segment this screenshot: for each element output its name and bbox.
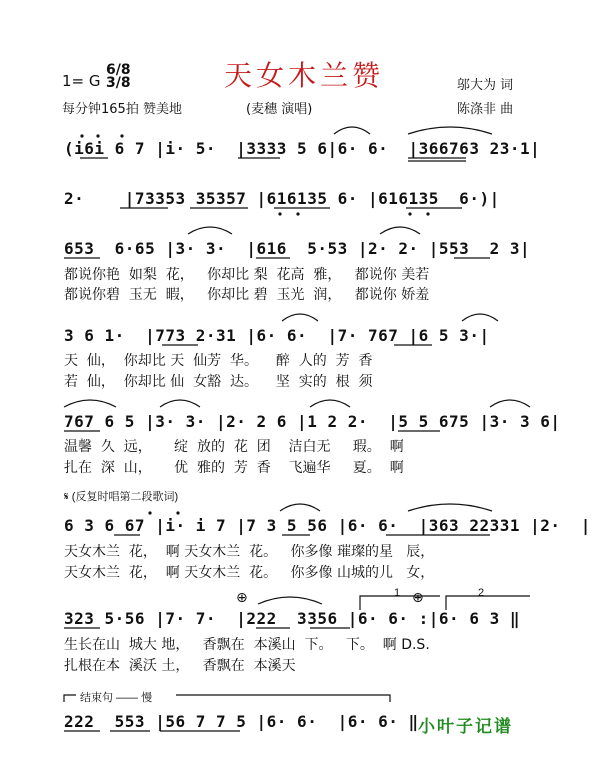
slur-mark: [188, 227, 232, 234]
notation-row-3: 653 6·65 |3· 3· |616 5·53 |2· 2· |553 2 3|: [64, 239, 531, 258]
tempo-marking: 每分钟165拍 赞美地: [62, 102, 182, 117]
key-signature: 1= G: [62, 72, 101, 90]
slur-mark: [462, 314, 498, 321]
lyric-row-5-verse-2: 扎在 深 山， 优 雅的 芳 香 飞遍华 夏。 啊: [64, 460, 404, 476]
segno-icon: 𝄋: [64, 491, 69, 503]
notation-row-6: 6 3 6 67 |i· i 7 |7 3 5 56 |6· 6· |363 22331 |2· |: [64, 516, 591, 535]
slur-mark: [258, 597, 322, 604]
octave-dot: [80, 134, 83, 137]
octave-dot: [120, 134, 123, 137]
octave-dot: [176, 511, 179, 514]
slur-mark: [282, 314, 318, 321]
lyric-row-7-verse-2: 扎根在本 溪沃 土， 香飘在 本溪天: [64, 658, 296, 674]
performer-credit: (麦穗 演唱): [246, 102, 313, 117]
repeat-note: (反复时唱第二段歌词): [71, 491, 179, 503]
coda-icon: ⊕: [236, 589, 248, 605]
transcriber-signature: 小叶子记谱: [418, 717, 513, 737]
slur-mark: [408, 127, 492, 134]
slur-mark: [380, 227, 420, 234]
octave-dot: [426, 212, 429, 215]
notation-row-7: 323 5·56 |7· 7· |222 3356 |6· 6· :|6· 6 3 ‖: [64, 609, 520, 628]
ending-bracket: [64, 695, 390, 702]
notation-row-1: (i6i 6 7 |i· 5· |3333 5 6|6· 6· |366763 23·1|: [64, 139, 541, 158]
notation-row-4: 3 6 1· |773 2·31 |6· 6· |7· 767 |6 5 3·|: [64, 326, 490, 345]
slur-mark: [408, 504, 492, 511]
notation-row-2: 2· |73353 35357 |616135 6· |616135 6·)|: [64, 189, 500, 208]
ending-label: 结束句 —— 慢: [80, 692, 153, 704]
volta-bracket: [446, 596, 530, 610]
lyric-row-3-verse-2: 都说你碧 玉无 暇， 你却比 碧 玉光 润， 都说你 娇羞: [64, 287, 430, 303]
octave-dot: [148, 511, 151, 514]
volta-1-label: 1: [394, 587, 401, 599]
octave-dot: [278, 212, 281, 215]
slur-mark: [310, 400, 350, 407]
volta-2-label: 2: [478, 587, 485, 599]
slur-mark: [280, 504, 320, 511]
composer-credit: 陈涤非 曲: [457, 102, 514, 117]
octave-dot: [96, 134, 99, 137]
volta-bracket: [360, 596, 440, 610]
octave-dot: [408, 212, 411, 215]
lyric-row-4-verse-1: 天 仙， 你却比 天 仙芳 华。 醉 人的 芳 香: [64, 353, 373, 369]
song-title: 天女木兰赞: [224, 59, 385, 92]
lyric-row-7-verse-1: 生长在山 城大 地， 香飘在 本溪山 下。 下。 啊 D.S.: [64, 637, 430, 653]
notation-row-8: 222 553 |56 7 7 5 |6· 6· |6· 6· ‖: [64, 712, 419, 731]
lyric-row-6-verse-1: 天女木兰 花， 啊 天女木兰 花。 你多像 璀璨的星 辰，: [64, 544, 435, 560]
slur-mark: [160, 400, 200, 407]
lyric-row-6-verse-2: 天女木兰 花， 啊 天女木兰 花。 你多像 山城的儿 女，: [64, 565, 435, 581]
octave-dot: [296, 212, 299, 215]
notation-row-5: 767 6 5 |3· 3· |2· 2 6 |1 2 2· |5 5 675 |3· 3 6|: [64, 412, 561, 431]
slur-mark: [64, 400, 116, 407]
time-signature-secondary: 3/8: [106, 75, 131, 91]
lyric-row-5-verse-1: 温馨 久 远， 绽 放的 花 团 洁白无 瑕。 啊: [64, 439, 404, 455]
lyric-row-3-verse-1: 都说你艳 如梨 花， 你却比 梨 花高 雅， 都说你 美若: [64, 267, 430, 283]
lyric-row-4-verse-2: 若 仙， 你却比 仙 女豁 达。 坚 实的 根 须: [64, 374, 373, 390]
time-signature-primary: 6/8: [106, 62, 131, 78]
lyricist-credit: 邬大为 词: [457, 78, 514, 93]
slur-mark: [334, 127, 370, 134]
slur-mark: [490, 400, 530, 407]
coda-icon-2: ⊕: [412, 589, 424, 605]
